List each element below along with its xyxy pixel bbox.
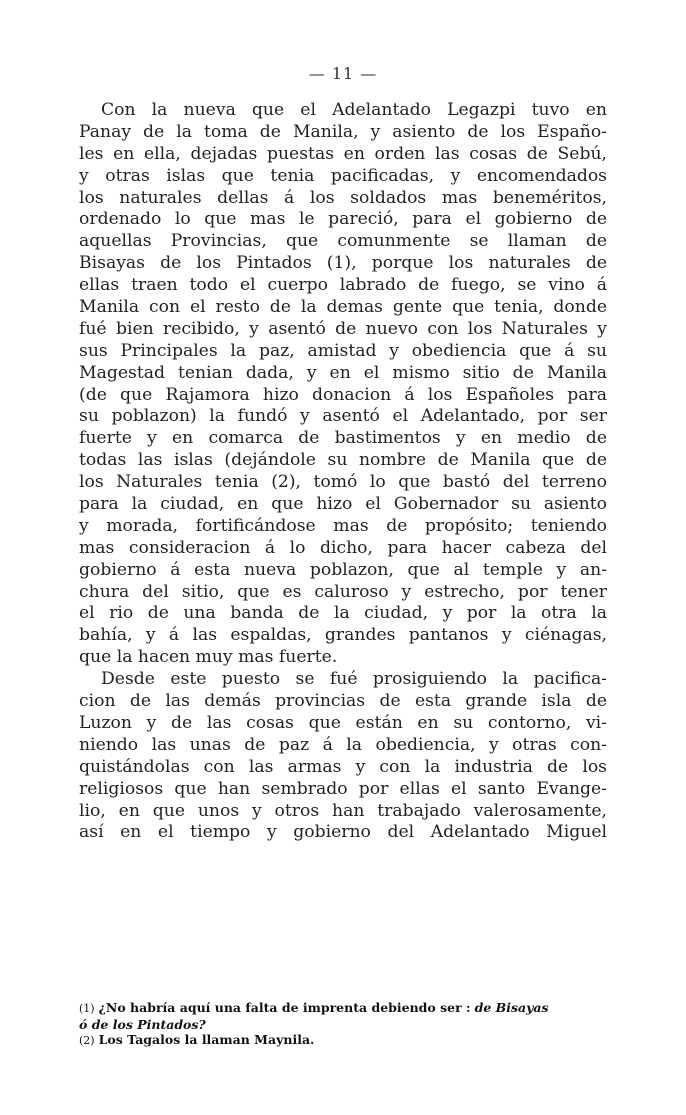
text-line: los Naturales tenia (2), tomó lo que bastó del terreno <box>79 472 607 493</box>
text-line: el rio de una banda de la ciudad, y por la otra la <box>79 603 607 624</box>
text-line: así en el tiempo y gobierno del Adelantado Miguel <box>79 822 607 843</box>
text-line: sus Principales la paz, amistad y obediencia que á su <box>79 340 607 361</box>
text-line: que la hacen muy mas fuerte. <box>79 647 338 668</box>
text-line: ordenado lo que mas le pareció, para el gobierno de <box>79 209 607 230</box>
text-line: Panay de la toma de Manila, y asiento de los Españo- <box>79 121 607 142</box>
footnote-1 <box>79 1000 607 1017</box>
text-line: su poblazon) la fundó y asentó el Adelantado, por ser <box>79 406 607 427</box>
text-line: cion de las demás provincias de esta grande isla de <box>79 691 607 712</box>
text-line: fuerte y en comarca de bastimentos y en medio de <box>79 428 607 449</box>
footnote-text: ¿No habría aquí una falta de imprenta debiendo ser : <box>98 1000 471 1015</box>
text-line: fué bien recibido, y asentó de nuevo con los Naturales y <box>79 318 607 339</box>
page-number: — 11 — <box>308 64 378 83</box>
text-line: les en ella, dejadas puestas en orden las cosas de Sebú, <box>79 143 607 164</box>
paragraph-2 <box>79 669 607 844</box>
text-line: aquellas Provincias, que comunmente se llaman de <box>79 231 607 252</box>
text-line: Bisayas de los Pintados (1), porque los naturales de <box>79 253 607 274</box>
text-line: chura del sitio, que es caluroso y estrecho, por tener <box>79 581 607 602</box>
text-line: los naturales dellas á los soldados mas beneméritos, <box>79 187 607 208</box>
text-line: gobierno á esta nueva poblazon, que al temple y an- <box>79 559 607 580</box>
text-line: mas consideracion á lo dicho, para hacer cabeza del <box>79 537 607 558</box>
paragraph-1 <box>79 100 607 669</box>
text-line: y morada, fortificándose mas de propósito; teniendo <box>79 515 607 536</box>
text-line: lio, en que unos y otros han trabajado valerosamente, <box>79 800 607 821</box>
text-line: Con la nueva que el Adelantado Legazpi tuvo en <box>101 100 607 120</box>
text-line: Magestad tenian dada, y en el mismo sitio de Manila <box>79 362 607 383</box>
text-line: Luzon y de las cosas que están en su contorno, vi- <box>79 712 607 733</box>
text-line: para la ciudad, en que hizo el Gobernador su asiento <box>79 494 607 515</box>
footnote-marker: (2) <box>79 1034 95 1047</box>
text-line: Manila con el resto de la demas gente que tenia, donde <box>79 297 607 318</box>
footnotes <box>79 1000 607 1049</box>
footnote-2 <box>79 1032 607 1049</box>
text-line: Desde este puesto se fué prosiguiendo la pacifica- <box>101 669 607 690</box>
footnote-emphasis: de Bisayas <box>474 1000 549 1015</box>
footnote-marker: (1) <box>79 1002 95 1015</box>
text-line: religiosos que han sembrado por ellas el santo Evange- <box>79 778 607 799</box>
text-line: todas las islas (dejándole su nombre de Manila que de <box>79 450 607 471</box>
text-line: y otras islas que tenia pacificadas, y encomendados <box>79 165 607 186</box>
footnote-text: Los Tagalos la llaman Maynila. <box>98 1032 315 1047</box>
text-line: niendo las unas de paz á la obediencia, y otras con- <box>79 734 607 755</box>
text-line: ellas traen todo el cuerpo labrado de fuego, se vino á <box>79 275 607 296</box>
body-text <box>79 100 607 844</box>
text-line: quistándolas con las armas y con la industria de los <box>79 756 607 777</box>
text-line: (de que Rajamora hizo donacion á los Españoles para <box>79 384 607 405</box>
text-line: bahía, y á las espaldas, grandes pantanos y ciénagas, <box>79 625 607 646</box>
footnote-continuation: ó de los Pintados? <box>79 1016 206 1032</box>
